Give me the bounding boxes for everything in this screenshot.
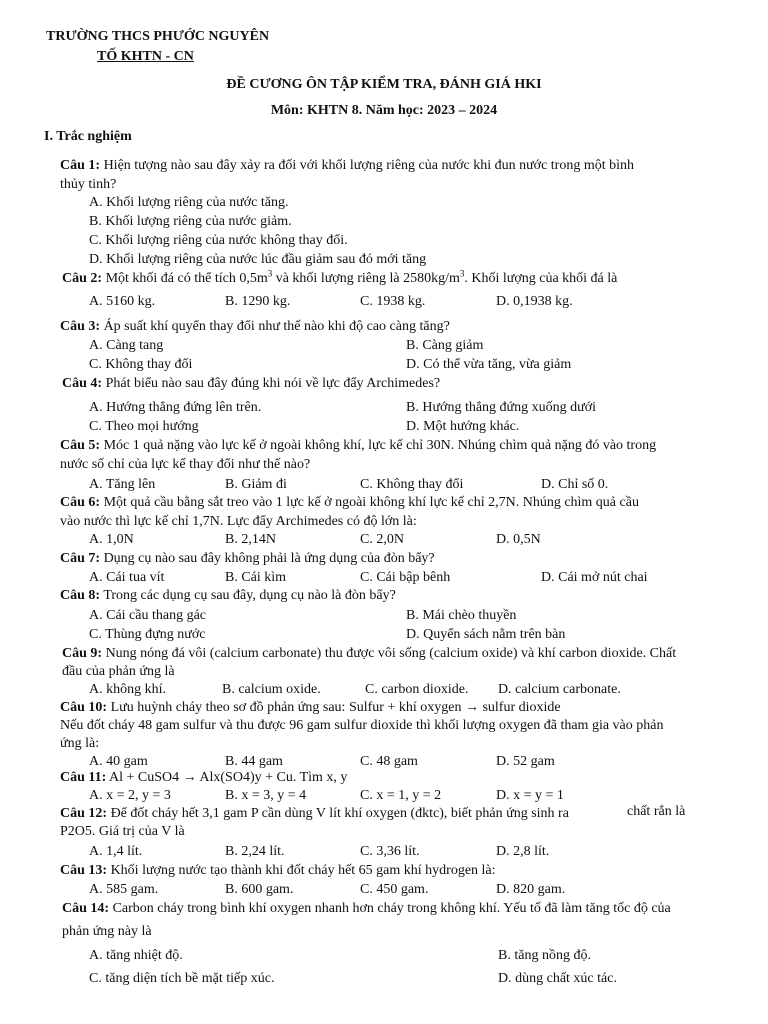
question-4	[62, 375, 440, 393]
answer-option: D. 0,1938 kg.	[496, 294, 573, 309]
question-9	[62, 645, 676, 663]
question-10	[60, 699, 561, 717]
answer-option: D. calcium carbonate.	[498, 682, 621, 697]
answer-option: C. Thùng đựng nước	[89, 627, 206, 642]
question-text: Một quả cầu bằng sắt treo vào 1 lực kế ở ngoài không khí lực kế chỉ 2,7N. Nhúng chìm quả cầu	[103, 495, 639, 510]
answer-option: A. 40 gam	[89, 754, 148, 769]
answer-option: B. Mái chèo thuyền	[406, 608, 517, 623]
answer-option: B. Hướng thẳng đứng xuống dưới	[406, 400, 597, 415]
question-number: Câu 10:	[60, 700, 108, 715]
school-name: TRƯỜNG THCS PHƯỚC NGUYÊN	[46, 29, 270, 44]
answer-option: B. Giảm đi	[225, 477, 287, 492]
question-14	[62, 900, 671, 918]
answer-option: A. 1,0N	[89, 532, 134, 547]
question-number: Câu 9:	[62, 646, 103, 661]
question-text-cont: chất rắn là	[627, 804, 686, 819]
answer-option: A. Cái cầu thang gác	[89, 608, 207, 623]
question-text: Khối lượng nước tạo thành khi đốt cháy hết 65 gam khí hydrogen là:	[110, 863, 496, 878]
answer-option: B. x = 3, y = 4	[225, 788, 307, 803]
answer-option: C. 48 gam	[360, 754, 418, 769]
answer-option: B. 1290 kg.	[225, 294, 291, 309]
question-number: Câu 8:	[60, 588, 101, 603]
answer-option: C. Không thay đổi	[360, 477, 464, 492]
answer-option: A. x = 2, y = 3	[89, 788, 171, 803]
answer-option: D. Khối lượng riêng của nước lúc đầu giảm sau đó mới tăng	[89, 252, 427, 267]
answer-option: D. x = y = 1	[496, 788, 564, 803]
question-text-cont: thủy tinh?	[60, 177, 117, 192]
question-3	[60, 318, 450, 336]
question-text-cont: P2O5. Giá trị của V là	[60, 824, 185, 839]
answer-option: C. Không thay đổi	[89, 357, 193, 372]
answer-option: C. Cái bập bênh	[360, 570, 451, 585]
question-text: Nung nóng đá vôi (calcium carbonate) thu được vôi sống (calcium oxide) và khí carbon dioxide. Chất	[105, 646, 677, 661]
question-number: Câu 11:	[60, 770, 107, 785]
question-text: Al + CuSO4 → Alx(SO4)y + Cu. Tìm x, y	[109, 770, 348, 785]
question-12	[60, 805, 569, 823]
answer-option: D. Một hướng khác.	[406, 419, 520, 434]
question-number: Câu 6:	[60, 495, 101, 510]
answer-option: B. calcium oxide.	[222, 682, 321, 697]
answer-option: D. 52 gam	[496, 754, 555, 769]
answer-option: A. 5160 kg.	[89, 294, 156, 309]
question-number: Câu 7:	[60, 551, 101, 566]
answer-option: C. 450 gam.	[360, 882, 429, 897]
question-number: Câu 4:	[62, 376, 103, 391]
answer-option: D. Quyển sách nằm trên bàn	[406, 627, 566, 642]
question-number: Câu 12:	[60, 806, 108, 821]
answer-option: B. 600 gam.	[225, 882, 294, 897]
answer-option: A. tăng nhiệt độ.	[89, 948, 183, 963]
answer-option: C. Khối lượng riêng của nước không thay đổi.	[89, 233, 348, 248]
answer-option: B. 2,24 lít.	[225, 844, 285, 859]
answer-option: A. Khối lượng riêng của nước tăng.	[89, 195, 289, 210]
question-number: Câu 3:	[60, 319, 101, 334]
question-5	[60, 437, 656, 455]
answer-option: C. 3,36 lít.	[360, 844, 420, 859]
answer-option: C. Theo mọi hướng	[89, 419, 199, 434]
question-text-cont: ứng là:	[60, 736, 100, 751]
answer-option: B. Khối lượng riêng của nước giảm.	[89, 214, 292, 229]
answer-option: D. 2,8 lít.	[496, 844, 550, 859]
question-text-cont: Nếu đốt cháy 48 gam sulfur và thu được 96 gam sulfur dioxide thì khối lượng oxygen đã tham gia vào phản	[60, 718, 664, 733]
answer-option: B. tăng nồng độ.	[498, 948, 591, 963]
question-2: Câu 2: Một khối đá có thể tích $0,5m^3$ và khối lượng riêng là $2580kg/m^3$. Khối lượng của khối đá là	[62, 268, 618, 286]
question-11	[60, 769, 347, 787]
answer-option: B. Càng giảm	[406, 338, 484, 353]
answer-option: C. x = 1, y = 2	[360, 788, 442, 803]
question-number: Câu 1:	[60, 158, 101, 173]
answer-option: C. carbon dioxide.	[365, 682, 469, 697]
question-7	[60, 550, 435, 568]
question-number: Câu 2:	[62, 271, 103, 286]
answer-option: C. 2,0N	[360, 532, 404, 547]
section-title: I. Trắc nghiệm	[44, 129, 132, 144]
answer-option: A. Càng tang	[89, 338, 164, 353]
answer-option: D. 820 gam.	[496, 882, 566, 897]
question-number: Câu 13:	[60, 863, 108, 878]
department-name: TỐ KHTN - CN	[97, 49, 194, 64]
question-text-cont: nước số chỉ của lực kế thay đổi như thế nào?	[60, 457, 311, 472]
answer-option: B. 2,14N	[225, 532, 276, 547]
question-text: Để đốt cháy hết 3,1 gam P cần dùng V lít khí oxygen (đktc), biết phản ứng sinh ra	[110, 806, 569, 821]
answer-option: A. Cái tua vít	[89, 570, 165, 585]
question-number: Câu 5:	[60, 438, 101, 453]
question-number: Câu 14:	[62, 901, 110, 916]
question-text: Trong các dụng cụ sau đây, dụng cụ nào là đòn bẩy?	[103, 588, 396, 603]
question-8	[60, 587, 396, 605]
question-6	[60, 494, 639, 512]
answer-option: C. tăng diện tích bề mặt tiếp xúc.	[89, 971, 275, 986]
answer-option: D. dùng chất xúc tác.	[498, 971, 617, 986]
question-text: Carbon cháy trong bình khí oxygen nhanh hơn cháy trong không khí. Yếu tố đã làm tăng tốc độ của	[112, 901, 671, 916]
question-text: Phát biểu nào sau đây đúng khi nói về lực đẩy Archimedes?	[105, 376, 441, 391]
answer-option: C. 1938 kg.	[360, 294, 426, 309]
question-text: Dụng cụ nào sau đây không phải là ứng dụng của đòn bẩy?	[103, 551, 435, 566]
answer-option: D. Chỉ số 0.	[541, 477, 609, 492]
answer-option: D. 0,5N	[496, 532, 541, 547]
question-text: Hiện tượng nào sau đây xảy ra đối với khối lượng riêng của nước khi đun nước trong một bình	[103, 158, 635, 173]
answer-option: A. không khí.	[89, 682, 166, 697]
answer-option: B. 44 gam	[225, 754, 283, 769]
answer-option: A. Tăng lên	[89, 477, 156, 492]
question-text-cont: phản ứng này là	[62, 924, 152, 939]
document-title: ĐỀ CƯƠNG ÔN TẬP KIỂM TRA, ĐÁNH GIÁ HKI	[226, 77, 542, 92]
answer-option: B. Cái kìm	[225, 570, 287, 585]
answer-option: A. 1,4 lít.	[89, 844, 143, 859]
question-13	[60, 862, 496, 880]
question-text: Áp suất khí quyển thay đổi như thế nào khi độ cao càng tăng?	[103, 319, 450, 334]
answer-option: D. Cái mở nút chai	[541, 570, 648, 585]
question-text-cont: đầu của phản ứng là	[62, 664, 175, 679]
question-text: Móc 1 quả nặng vào lực kế ở ngoài không khí, lực kế chỉ 30N. Nhúng chìm quả nặng đó vào trong	[103, 438, 657, 453]
answer-option: D. Có thể vừa tăng, vừa giảm	[406, 357, 572, 372]
answer-option: A. Hướng thẳng đứng lên trên.	[89, 400, 262, 415]
answer-option: A. 585 gam.	[89, 882, 159, 897]
question-text: Lưu huỳnh cháy theo sơ đồ phản ứng sau: Sulfur + khí oxygen → sulfur dioxide	[110, 700, 561, 715]
document-subtitle: Môn: KHTN 8. Năm học: 2023 – 2024	[270, 103, 498, 118]
question-1	[60, 157, 634, 175]
question-text-cont: vào nước thì lực kế chỉ 1,7N. Lực đẩy Archimedes có độ lớn là:	[60, 514, 417, 529]
